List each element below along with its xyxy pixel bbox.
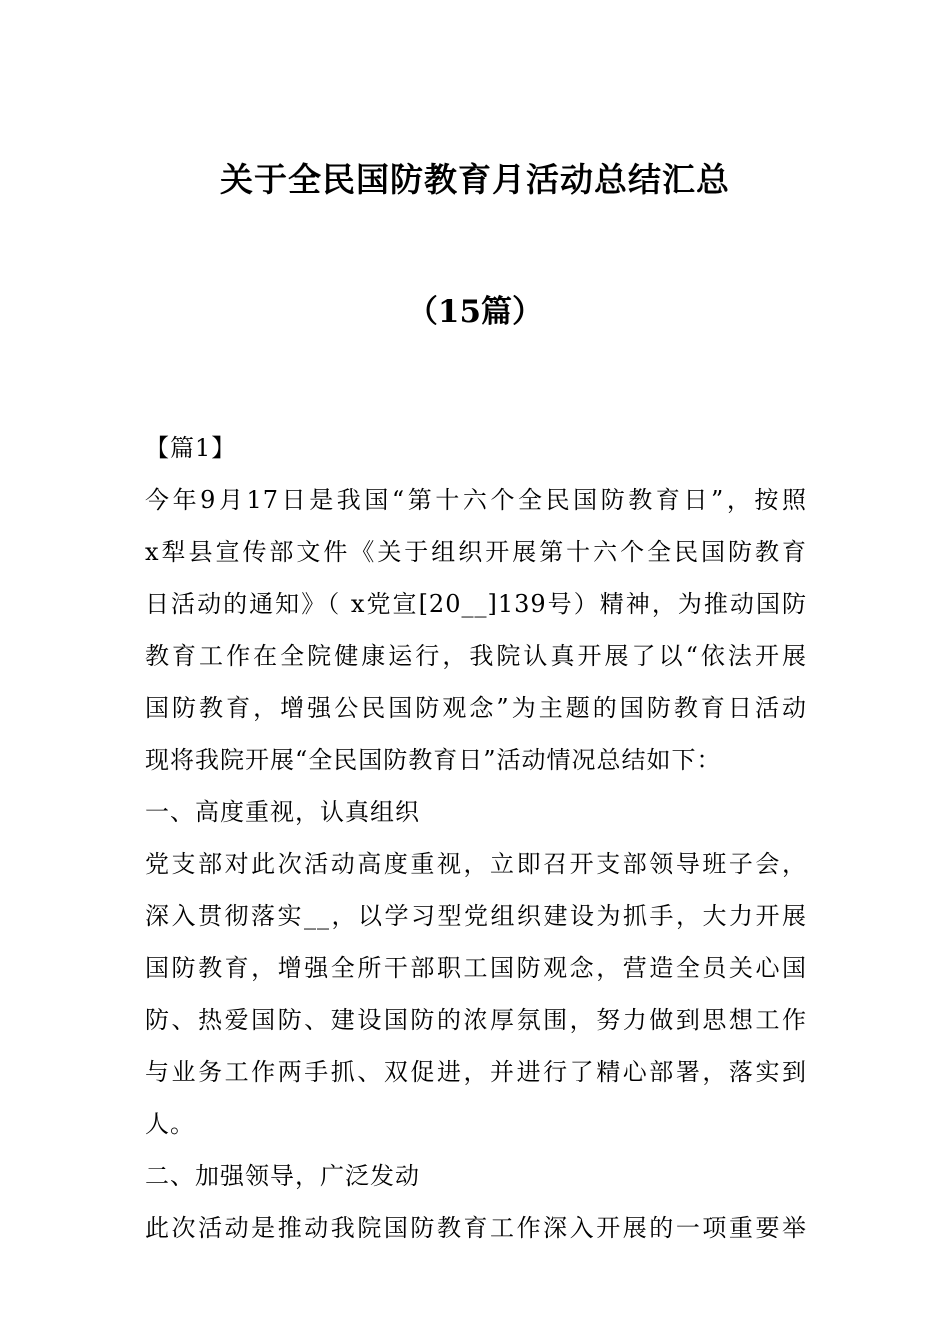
paragraph-line: 与业务工作两手抓、双促进，并进行了精心部署，落实到 xyxy=(145,1058,807,1086)
section-heading: 一、高度重视，认真组织 xyxy=(145,798,420,826)
paragraph-line: 党支部对此次活动高度重视，立即召开支部领导班子会， xyxy=(145,850,807,878)
paragraph-line: 今年9月17日是我国“第十六个全民国防教育日”，按照 xyxy=(145,486,807,514)
section-label: 【篇1】 xyxy=(145,434,237,462)
paragraph-line: 国防教育，增强全所干部职工国防观念，营造全员关心国 xyxy=(145,954,807,982)
paragraph-line: 深入贯彻落实__，以学习型党组织建设为抓手，大力开展 xyxy=(145,902,807,930)
paragraph-line: 防、热爱国防、建设国防的浓厚氛围，努力做到思想工作 xyxy=(145,1006,807,1034)
section-heading: 二、加强领导，广泛发动 xyxy=(145,1162,420,1190)
paragraph-line: x犁县宣传部文件《关于组织开展第十六个全民国防教育 xyxy=(145,538,807,566)
document-title: 关于全民国防教育月活动总结汇总 xyxy=(220,160,730,199)
paragraph-line: 此次活动是推动我院国防教育工作深入开展的一项重要举 xyxy=(145,1214,807,1242)
document-body xyxy=(145,422,807,1254)
paragraph-line: 教育工作在全院健康运行，我院认真开展了以“依法开展 xyxy=(145,642,807,670)
paragraph-line: 国防教育，增强公民国防观念”为主题的国防教育日活动 xyxy=(145,694,807,722)
paragraph-line: 人。 xyxy=(145,1110,195,1138)
paragraph-line: 现将我院开展“全民国防教育日”活动情况总结如下： xyxy=(145,746,722,774)
paragraph-line: 日活动的通知》（ x党宣[20__]139号）精神，为推动国防 xyxy=(145,590,807,618)
document-subtitle: （15篇） xyxy=(406,294,544,330)
